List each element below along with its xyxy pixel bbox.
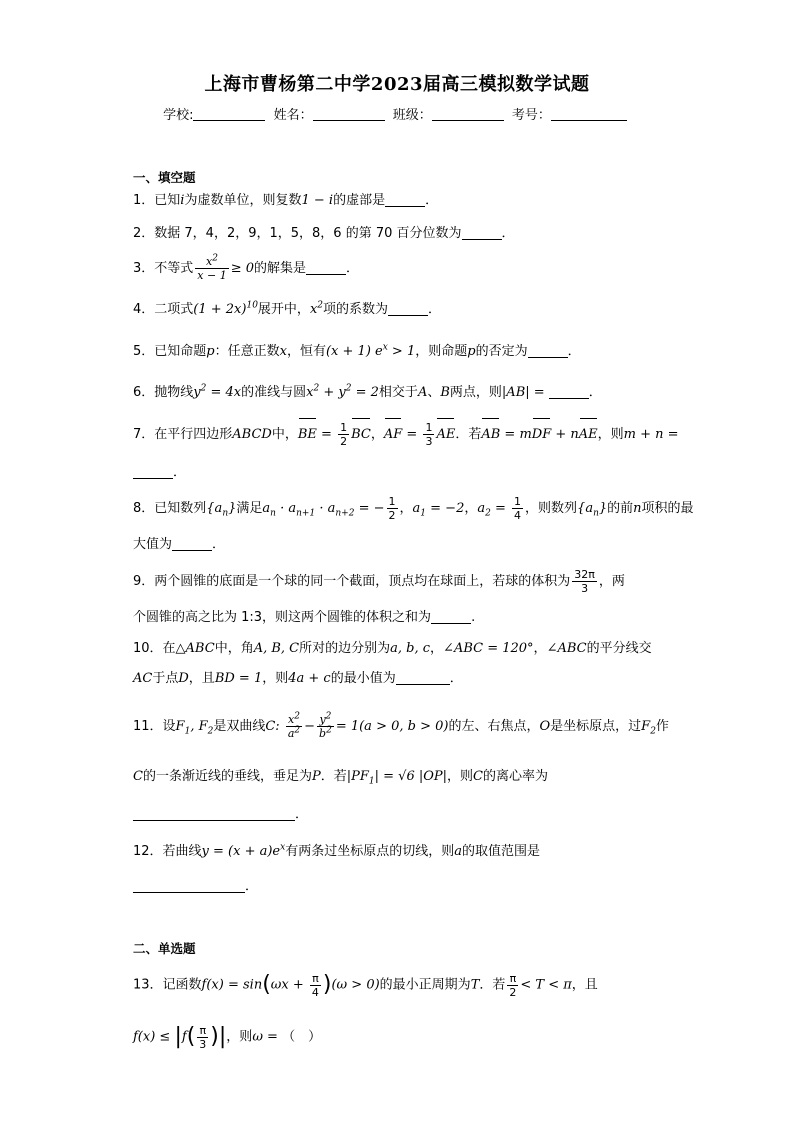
- question-9: 9．两个圆锥的底面是一个球的同一个截面，顶点均在球面上，若球的体积为 $\frac{32\pi}{3}$ ，两: [133, 568, 625, 595]
- question-9-line-2: 个圆锥的高之比为 1:3，则这两个圆锥的体积之和为 .: [133, 610, 476, 625]
- answer-blank[interactable]: [306, 260, 346, 275]
- question-11-line-2: C的一条渐近线的垂线，垂足为P．若$|PF_1| = √6$ |OP|，则C的离心率为: [133, 769, 548, 787]
- answer-blank[interactable]: [528, 343, 568, 358]
- question-10: 10．在△ABC中，角A, B, C所对的边分别为a, b, c，∠ABC = 120°，∠ABC的平分线交: [133, 641, 652, 656]
- exam-number-label: 考号：: [511, 108, 551, 123]
- question-12-answer-line: ．: [133, 878, 663, 896]
- question-12: 12．若曲线$y = (x + a)e^x$有两条过坐标原点的切线，则a的取值范围是: [133, 842, 540, 859]
- choice-brackets[interactable]: （ ）: [282, 1029, 322, 1045]
- question-7: 7．在平行四边形ABCD中，BE = $\frac{1}{2}$ BC，AF = $\frac{1}{3}$ AE．若AB = mDF + nAE，则m + n =: [133, 421, 679, 448]
- name-label: 姓名：: [273, 108, 313, 123]
- answer-blank[interactable]: [385, 192, 425, 207]
- question-11: 11．设$F_1$, $F_2$是双曲线C: $\frac{x^2}{a^2}$ − $\frac{y^2}{b^2}$ = 1(a > 0, b > 0)的左、右焦点，O是坐标原点，过$F_2$作: [133, 711, 669, 740]
- school-label: 学校:: [163, 108, 194, 123]
- answer-blank[interactable]: [133, 464, 173, 479]
- question-8-line-2: 大值为 ．: [133, 537, 226, 552]
- class-label: 班级：: [392, 108, 432, 123]
- exam-title: 上海市曹杨第二中学2023届高三模拟数学试题: [204, 74, 590, 95]
- answer-blank[interactable]: [396, 670, 450, 685]
- section-fill-in: 一、填空题: [133, 170, 196, 185]
- answer-blank[interactable]: [431, 609, 471, 624]
- question-5: 5．已知命题p：任意正数x，恒有(x + 1) $e^x > 1$，则命题p的否定为 ．: [133, 342, 581, 359]
- question-1: 1．已知i为虚数单位，则复数1 − i的虚部是 ．: [133, 193, 439, 208]
- school-blank[interactable]: [193, 108, 265, 121]
- question-13: 13．记函数f(x) = sin(ωx + $\frac{\pi}{4}$ )(ω > 0)的最小正周期为T．若 $\frac{\pi}{2}$ < T < π，且: [133, 971, 598, 999]
- answer-blank[interactable]: [133, 878, 245, 893]
- exam-number-blank[interactable]: [551, 108, 627, 121]
- name-blank[interactable]: [313, 108, 385, 121]
- question-8: 8．已知数列$\{a_n\}$满足$a_n \cdot a_{n+1} \cdot a_{n+2}$ = − $\frac{1}{2}$ ，$a_1 = -2$，$a_2$ = $\frac{1}{4}$ ，则数列$\{a_n\}$的前n项积的最: [133, 495, 694, 522]
- class-blank[interactable]: [432, 108, 504, 121]
- question-10-line-2: AC于点D，且BD = 1，则4a + c的最小值为 ．: [133, 671, 463, 686]
- answer-blank[interactable]: [388, 301, 428, 316]
- student-info-line: [0, 104, 794, 123]
- question-4: 4．二项式$(1 + 2x)^{10}$展开中，$x^2$项的系数为 ．: [133, 300, 442, 317]
- section-single-choice: 二、单选题: [133, 941, 196, 956]
- question-6: 6．抛物线$y^2 = 4x$的准线与圆$x^2 + y^2 = 2$相交于A、B两点，则|AB| = ．: [133, 383, 602, 400]
- answer-blank[interactable]: [462, 225, 502, 240]
- question-11-answer-line: ．: [133, 806, 663, 824]
- question-2: 2．数据 7，4，2，9，1，5，8，6 的第 70 百分位数为 ．: [133, 226, 515, 241]
- answer-blank[interactable]: [133, 806, 295, 821]
- question-7-answer-line: ．: [133, 464, 663, 482]
- answer-blank[interactable]: [549, 384, 589, 399]
- question-3: 3．不等式 $\frac{x^2}{x - 1}$ ≥ 0的解集是 ．: [133, 253, 360, 282]
- answer-blank[interactable]: [172, 536, 212, 551]
- question-13-line-2: f(x) ≤ |f( $\frac{\pi}{3}$ )|，则ω = （ ）: [133, 1023, 322, 1051]
